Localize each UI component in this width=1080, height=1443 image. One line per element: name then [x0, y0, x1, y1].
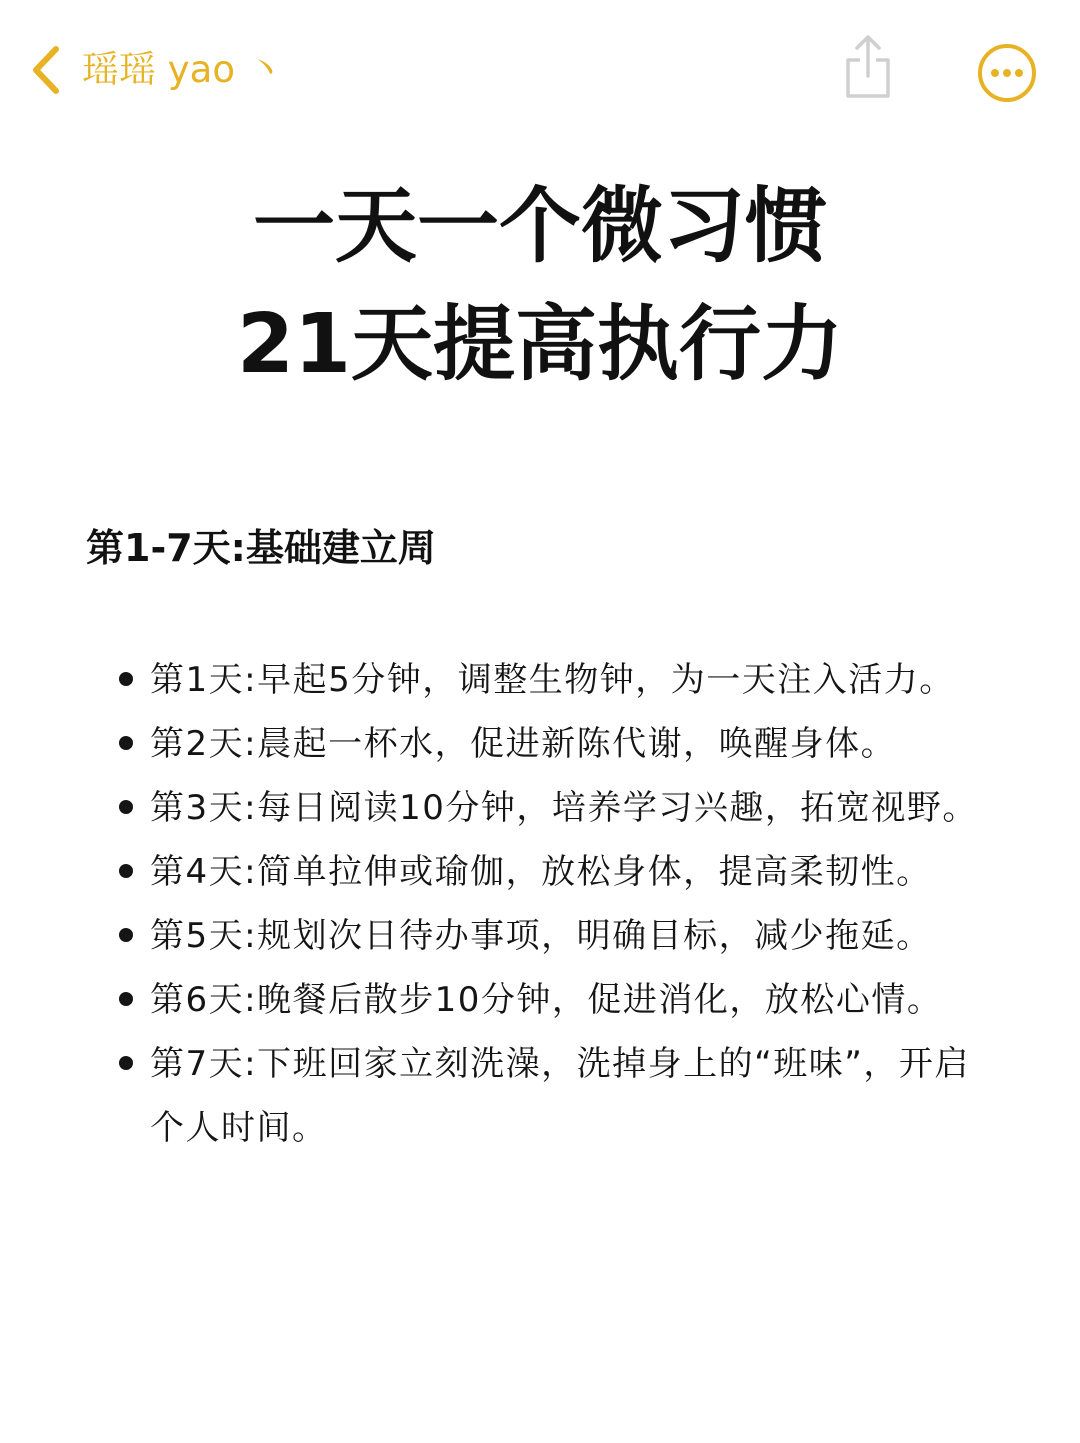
bullet-dot — [119, 992, 133, 1006]
list-item-text: 第7天:下班回家立刻洗澡，洗掉身上的“班味”，开启个人时间。 — [150, 1044, 970, 1148]
title-line-1: 一天一个微习惯 — [252, 179, 827, 274]
list-item — [0, 840, 1080, 904]
list-item-text: 第6天:晚餐后散步10分钟，促进消化，放松心情。 — [150, 980, 943, 1020]
bullet-dot — [119, 928, 133, 942]
list-item-text: 第5天:规划次日待办事项，明确目标，减少拖延。 — [150, 916, 932, 956]
title-line-2: 21天提高执行力 — [236, 297, 844, 392]
list-item-text: 第1天:早起5分钟，调整生物钟，为一天注入活力。 — [150, 660, 955, 700]
list-item-text: 第2天:晨起一杯水，促进新陈代谢，唤醒身体。 — [150, 724, 897, 764]
chevron-left-icon — [28, 43, 64, 97]
bullet-dot — [119, 800, 133, 814]
share-icon — [838, 87, 898, 106]
bullet-dot — [119, 864, 133, 878]
list-item — [0, 712, 1080, 776]
author-name: 瑶瑶 yao 丶 — [82, 48, 284, 91]
bullet-dot — [119, 672, 133, 686]
post-title — [0, 168, 1080, 404]
back-button[interactable] — [28, 40, 284, 100]
section-heading: 第1-7天:基础建立周 — [86, 526, 436, 570]
list-item-text: 第3天:每日阅读10分钟，培养学习兴趣，拓宽视野。 — [150, 788, 978, 828]
bullet-dot — [119, 1056, 133, 1070]
share-button[interactable] — [838, 32, 898, 102]
more-options-button[interactable] — [976, 42, 1038, 104]
more-icon — [976, 89, 1038, 108]
list-item — [0, 1032, 1080, 1160]
list-item — [0, 968, 1080, 1032]
list-item-text: 第4天:简单拉伸或瑜伽，放松身体，提高柔韧性。 — [150, 852, 932, 892]
list-item — [0, 904, 1080, 968]
top-nav-bar — [0, 0, 1080, 140]
habit-list — [0, 648, 1080, 1160]
list-item — [0, 648, 1080, 712]
list-item — [0, 776, 1080, 840]
bullet-dot — [119, 736, 133, 750]
